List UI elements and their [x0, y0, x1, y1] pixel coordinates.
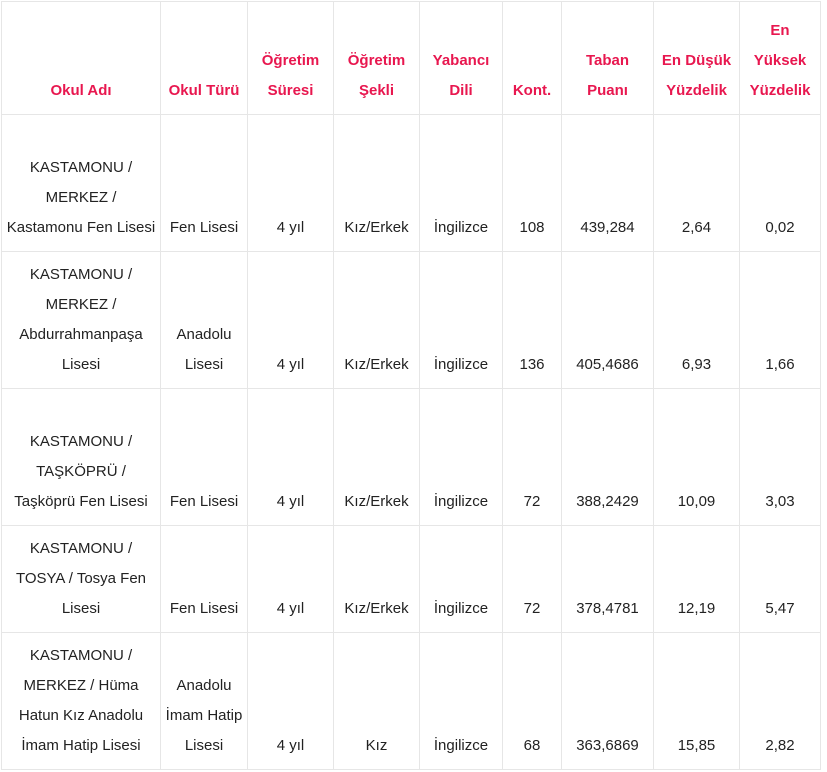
- table-row: [2, 252, 821, 389]
- cell-mode: Kız/Erkek: [334, 115, 420, 252]
- cell-school-type: Anadolu İmam Hatip Lisesi: [161, 633, 248, 770]
- cell-school-type: Fen Lisesi: [161, 526, 248, 633]
- header-school-type: Okul Türü: [161, 2, 248, 115]
- cell-duration: 4 yıl: [248, 389, 334, 526]
- cell-mode: Kız: [334, 633, 420, 770]
- cell-base-score: 439,284: [562, 115, 654, 252]
- table-row: [2, 389, 821, 526]
- cell-quota: 68: [503, 633, 562, 770]
- cell-base-score: 405,4686: [562, 252, 654, 389]
- table-row: [2, 115, 821, 252]
- cell-school-name: KASTAMONU / MERKEZ / Kastamonu Fen Lisesi: [2, 115, 161, 252]
- cell-highest-percentile: 0,02: [740, 115, 821, 252]
- cell-school-name: KASTAMONU / TOSYA / Tosya Fen Lisesi: [2, 526, 161, 633]
- cell-foreign-language: İngilizce: [420, 526, 503, 633]
- header-highest-percentile: En Yüksek Yüzdelik: [740, 2, 821, 115]
- table-row: [2, 633, 821, 770]
- cell-foreign-language: İngilizce: [420, 252, 503, 389]
- cell-school-name: KASTAMONU / TAŞKÖPRÜ / Taşköprü Fen Lisesi: [2, 389, 161, 526]
- header-duration: Öğretim Süresi: [248, 2, 334, 115]
- cell-foreign-language: İngilizce: [420, 389, 503, 526]
- cell-school-type: Fen Lisesi: [161, 115, 248, 252]
- header-school-name: Okul Adı: [2, 2, 161, 115]
- cell-lowest-percentile: 15,85: [654, 633, 740, 770]
- header-quota: Kont.: [503, 2, 562, 115]
- header-lowest-percentile: En Düşük Yüzdelik: [654, 2, 740, 115]
- cell-school-name: KASTAMONU / MERKEZ / Abdurrahmanpaşa Lisesi: [2, 252, 161, 389]
- cell-school-type: Anadolu Lisesi: [161, 252, 248, 389]
- header-base-score: Taban Puanı: [562, 2, 654, 115]
- cell-base-score: 378,4781: [562, 526, 654, 633]
- header-row: [2, 2, 821, 115]
- cell-duration: 4 yıl: [248, 252, 334, 389]
- cell-quota: 136: [503, 252, 562, 389]
- cell-mode: Kız/Erkek: [334, 252, 420, 389]
- cell-school-name: KASTAMONU / MERKEZ / Hüma Hatun Kız Anadolu İmam Hatip Lisesi: [2, 633, 161, 770]
- cell-foreign-language: İngilizce: [420, 633, 503, 770]
- cell-duration: 4 yıl: [248, 633, 334, 770]
- cell-highest-percentile: 2,82: [740, 633, 821, 770]
- table-row: [2, 526, 821, 633]
- cell-base-score: 388,2429: [562, 389, 654, 526]
- header-foreign-language: Yabancı Dili: [420, 2, 503, 115]
- cell-school-type: Fen Lisesi: [161, 389, 248, 526]
- cell-highest-percentile: 5,47: [740, 526, 821, 633]
- header-mode: Öğretim Şekli: [334, 2, 420, 115]
- cell-quota: 72: [503, 526, 562, 633]
- cell-mode: Kız/Erkek: [334, 526, 420, 633]
- cell-base-score: 363,6869: [562, 633, 654, 770]
- cell-lowest-percentile: 12,19: [654, 526, 740, 633]
- cell-lowest-percentile: 10,09: [654, 389, 740, 526]
- school-score-table: [1, 1, 821, 770]
- cell-duration: 4 yıl: [248, 526, 334, 633]
- cell-highest-percentile: 3,03: [740, 389, 821, 526]
- cell-lowest-percentile: 2,64: [654, 115, 740, 252]
- cell-foreign-language: İngilizce: [420, 115, 503, 252]
- cell-mode: Kız/Erkek: [334, 389, 420, 526]
- cell-highest-percentile: 1,66: [740, 252, 821, 389]
- cell-duration: 4 yıl: [248, 115, 334, 252]
- cell-quota: 72: [503, 389, 562, 526]
- cell-quota: 108: [503, 115, 562, 252]
- cell-lowest-percentile: 6,93: [654, 252, 740, 389]
